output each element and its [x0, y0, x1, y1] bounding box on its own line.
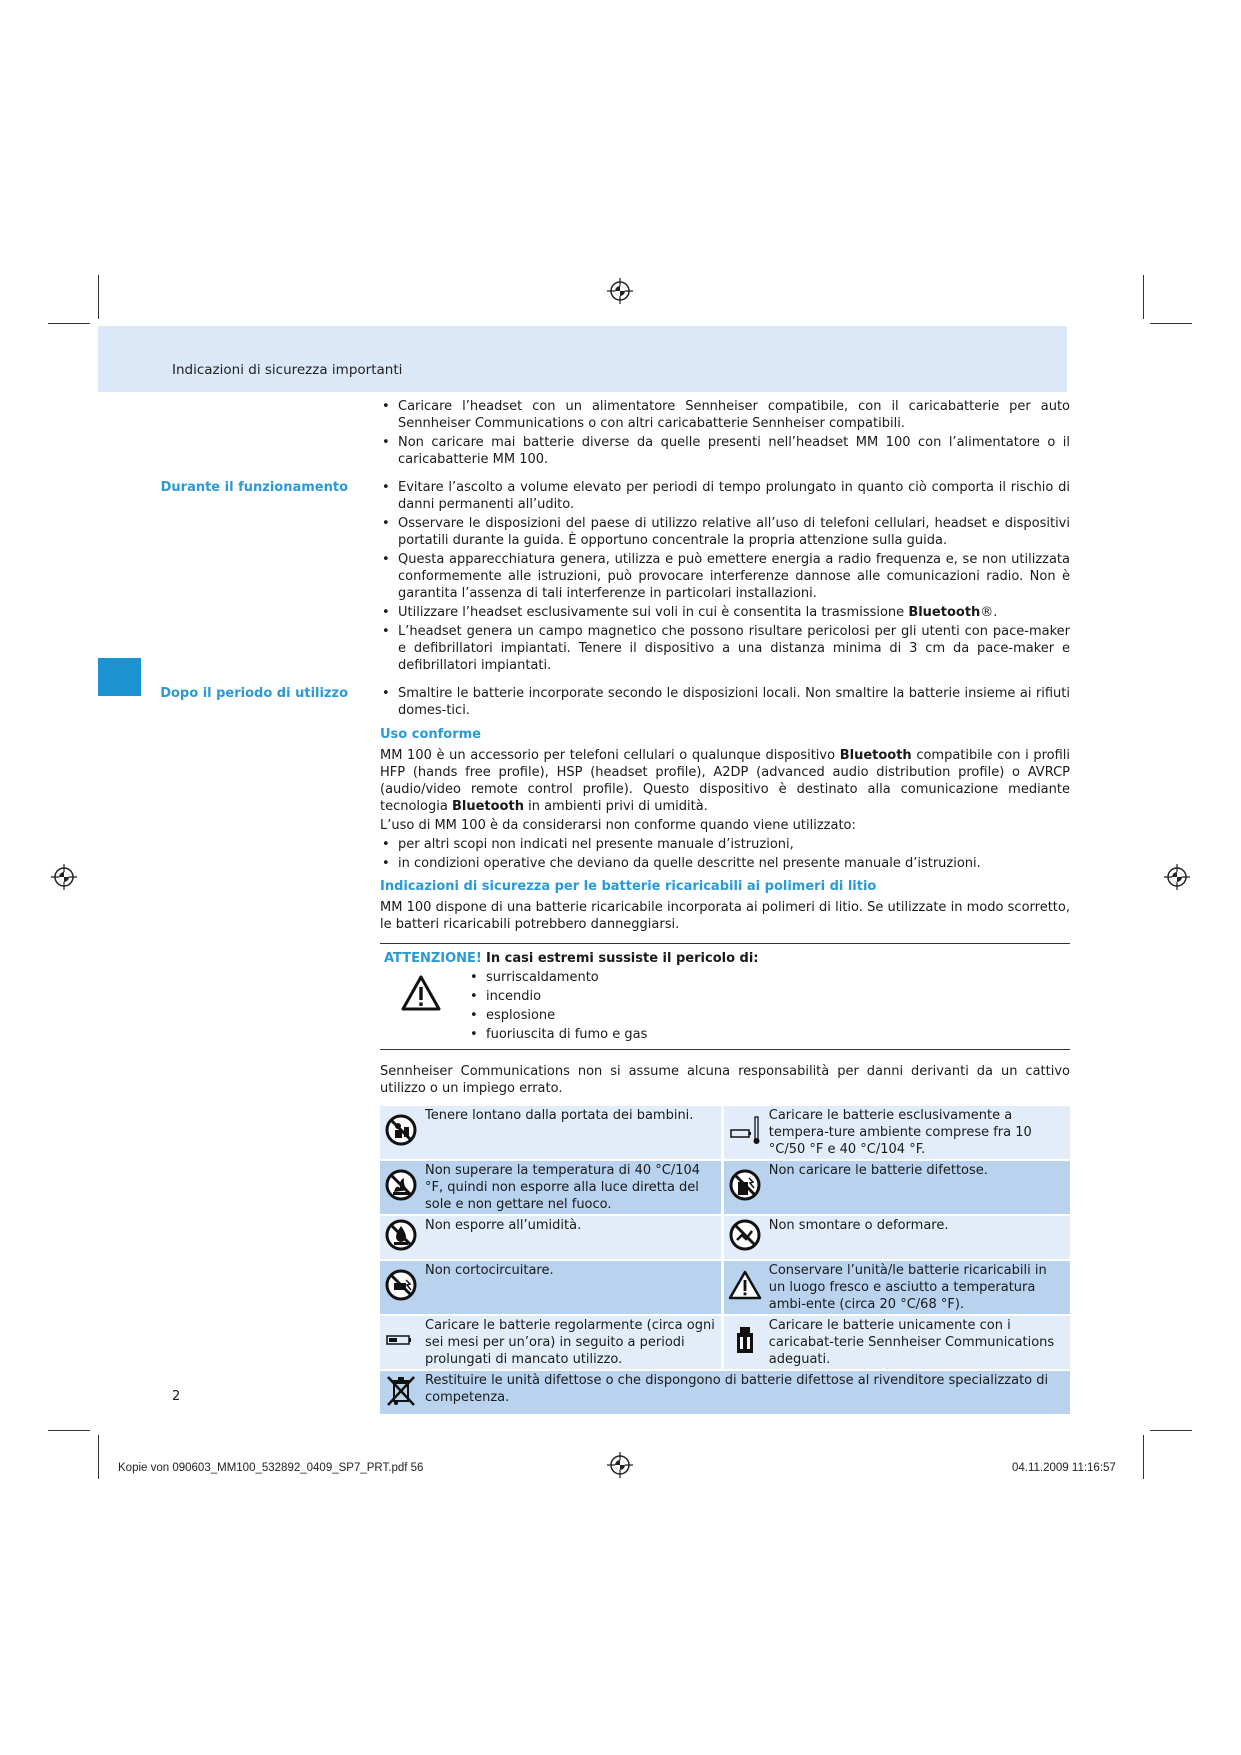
table-row — [380, 1315, 1070, 1370]
bluetooth-word: Bluetooth — [451, 799, 524, 814]
litio-section — [380, 878, 1070, 933]
intro-section — [380, 398, 1070, 470]
no-disassemble-icon — [722, 1215, 766, 1260]
list-item: • per altri scopi non indicati nel presente manuale d’istruzioni, — [380, 836, 1070, 853]
symbol-text: Conservare l’unità/le batterie ricaricabili in un luogo fresco e asciutto a temperatura ambi-ente (circa 20 °C/68 °F). — [766, 1260, 1070, 1315]
bluetooth-word: Bluetooth — [839, 748, 912, 763]
side-label-during: Durante il funzionamento — [160, 480, 348, 495]
symbol-text: Non esporre all’umidità. — [422, 1215, 722, 1260]
no-children-icon — [380, 1106, 422, 1160]
list-item: • Smaltire le batterie incorporate secondo le disposizioni locali. Non smaltire la batterie insieme ai rifiuti domes-tici. — [380, 685, 1070, 719]
bluetooth-suffix: ®. — [980, 605, 998, 620]
crop-mark — [48, 1430, 90, 1431]
warning-label: ATTENZIONE! — [384, 951, 482, 966]
text-run: MM 100 è un accessorio per telefoni cellulari o qualunque dispositivo — [380, 748, 840, 763]
symbol-text: Non superare la temperatura di 40 °C/104 °F, quindi non esporre alla luce diretta del sole e non gettare nel fuoco. — [422, 1160, 722, 1215]
warning-triangle-icon — [722, 1260, 766, 1315]
symbol-text: Caricare le batterie regolarmente (circa ogni sei mesi per un’ora) in seguito a periodi prolungati di mancato utilizzo. — [422, 1315, 722, 1370]
page-number: 2 — [172, 1389, 181, 1404]
table-row — [380, 1370, 1070, 1415]
paragraph: L’uso di MM 100 è da considerarsi non conforme quando viene utilizzato: — [380, 818, 856, 833]
uso-section — [380, 726, 1070, 874]
table-row — [380, 1260, 1070, 1315]
warning-header — [384, 950, 759, 967]
list-item: • Non caricare mai batterie diverse da quelle presenti nell’headset MM 100 con l’alimentatore o il caricabatterie MM 100. — [380, 434, 1070, 468]
header-band — [98, 326, 1067, 392]
paragraph — [380, 747, 1070, 815]
disclaimer: Sennheiser Communications non si assume alcuna responsabilità per danni derivanti da un cattivo utilizzo o un impiego errato. — [380, 1064, 1070, 1096]
symbol-text: Non smontare o deformare. — [766, 1215, 1070, 1260]
list-item: • L’headset genera un campo magnetico che possono risultare pericolosi per gli utenti con pace-maker e defibrillatori impiantati. Tenere il dispositivo a una distanza minima di 3 cm da pace-maker e defibrillatori impiantati. — [380, 623, 1070, 674]
symbol-text: Tenere lontano dalla portata dei bambini. — [422, 1106, 722, 1160]
crop-mark — [1150, 323, 1192, 324]
bluetooth-bullet-text: Utilizzare l’headset esclusivamente sui voli in cui è consentita la trasmissione — [398, 605, 909, 620]
warning-box — [380, 943, 1070, 1050]
list-item: • esplosione — [468, 1007, 868, 1024]
crop-mark — [1143, 275, 1144, 319]
registration-crosshair-icon — [607, 1452, 633, 1478]
list-item: • Questa apparecchiatura genera, utilizza e può emettere energia a radio frequenza e, se non utilizzata conformemente alle istruzioni, può provocare interferenze dannose alle comunicazioni radio. Non è garantita l’assenza di tali interferenze in particolari installazioni. — [380, 551, 1070, 602]
list-item: • fuoriuscita di fumo e gas — [468, 1026, 868, 1043]
text-run: compatibile con i profili HFP (hands free profile), HSP (headset profile), A2DP (advanced audio distribution profile) o AVRCP (audio/video remote control profile). Questo dispositivo è destinato alla comunicazione mediante tecnologia — [380, 748, 1070, 814]
battery-symbols-table — [380, 1106, 1070, 1416]
side-label-after: Dopo il periodo di utilizzo — [160, 686, 348, 701]
crop-mark — [98, 1435, 99, 1479]
bluetooth-word: Bluetooth — [908, 605, 981, 620]
footer-file: Kopie von 090603_MM100_532892_0409_SP7_PRT.pdf 56 — [118, 1462, 424, 1474]
crossed-out-bin-icon — [380, 1370, 422, 1415]
symbol-text: Caricare le batterie esclusivamente a tempera-ture ambiente comprese fra 10 °C/50 °F e 40 °C/104 °F. — [766, 1106, 1070, 1160]
table-row — [380, 1160, 1070, 1215]
warning-triangle-icon — [400, 974, 442, 1012]
footer-timestamp: 04.11.2009 11:16:57 — [1012, 1462, 1116, 1474]
no-defective-battery-icon — [722, 1160, 766, 1215]
crop-mark — [98, 275, 99, 319]
list-item: • in condizioni operative che deviano da quelle descritte nel presente manuale d’istruzioni. — [380, 855, 1070, 872]
list-item: • Evitare l’ascolto a volume elevato per periodi di tempo prolungato in quanto ciò comporta il rischio di danni permanenti all’udito. — [380, 479, 1070, 513]
section-heading: Indicazioni di sicurezza per le batterie ricaricabili ai polimeri di litio — [380, 879, 877, 894]
page-title: Indicazioni di sicurezza importanti — [172, 362, 403, 378]
registration-crosshair-icon — [607, 278, 633, 304]
symbol-text: Caricare le batterie unicamente con i caricabat-terie Sennheiser Communications adeguati. — [766, 1315, 1070, 1370]
no-short-circuit-icon — [380, 1260, 422, 1315]
registration-crosshair-icon — [1164, 864, 1190, 890]
list-item — [380, 604, 1070, 621]
symbol-text: Non cortocircuitare. — [422, 1260, 722, 1315]
battery-charge-icon — [380, 1315, 422, 1370]
symbol-text: Restituire le unità difettose o che dispongono di batterie difettose al rivenditore specializzato di competenza. — [422, 1370, 1070, 1415]
no-moisture-icon — [380, 1215, 422, 1260]
crop-mark — [48, 323, 90, 324]
during-section — [380, 479, 1070, 676]
text-run: in ambienti privi di umidità. — [523, 799, 708, 814]
list-item: • Caricare l’headset con un alimentatore Sennheiser compatibile, con il caricabatterie per auto Sennheiser Communications o con altri caricabatterie Sennheiser compatibili. — [380, 398, 1070, 432]
paragraph: MM 100 dispone di una batterie ricaricabile incorporata ai polimeri di litio. Se utilizzate in modo scorretto, le batteri ricaricabili potrebbero danneggiarsi. — [380, 900, 1070, 932]
section-heading: Uso conforme — [380, 727, 482, 742]
symbol-text: Non caricare le batterie difettose. — [766, 1160, 1070, 1215]
table-row — [380, 1106, 1070, 1160]
list-item: • surriscaldamento — [468, 969, 868, 986]
registration-crosshair-icon — [51, 864, 77, 890]
no-heat-icon — [380, 1160, 422, 1215]
charger-icon — [722, 1315, 766, 1370]
thermometer-charge-icon — [722, 1106, 766, 1160]
warning-intro: In casi estremi sussiste il pericolo di: — [486, 951, 759, 966]
crop-mark — [1143, 1435, 1144, 1479]
list-item: • Osservare le disposizioni del paese di utilizzo relative all’uso di telefoni cellulari, headset e dispositivi portatili durante la guida. È opportuno concentrale la propria attenzione sulla guida. — [380, 515, 1070, 549]
after-section — [380, 685, 1070, 721]
table-row — [380, 1215, 1070, 1260]
list-item: • incendio — [468, 988, 868, 1005]
crop-mark — [1150, 1430, 1192, 1431]
